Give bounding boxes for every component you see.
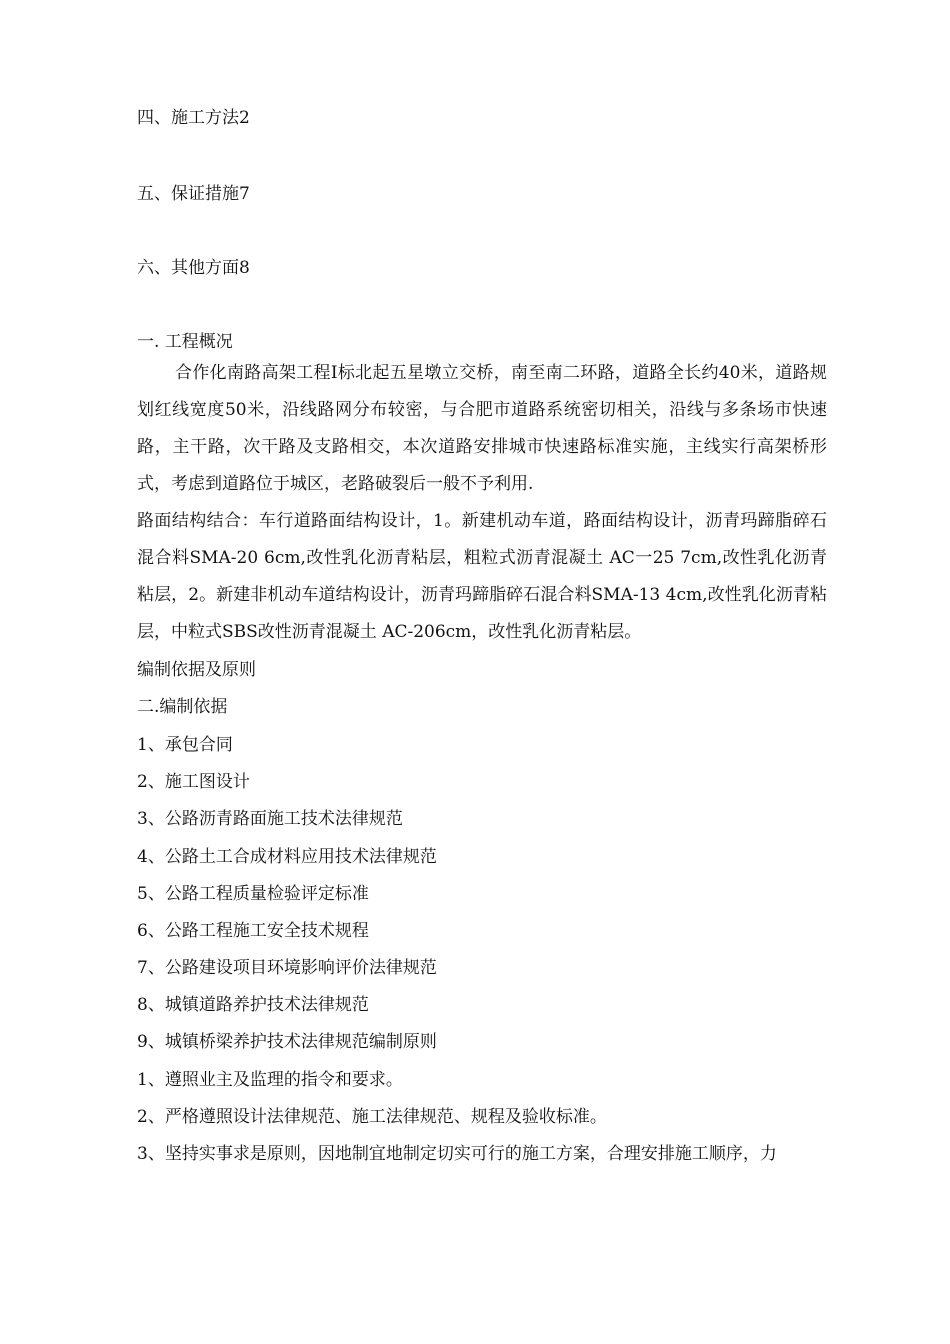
principle-item: 1、遵照业主及监理的指令和要求。 (137, 1070, 403, 1090)
basis-and-principles-title: 编制依据及原则 (137, 660, 256, 680)
pavement-structure-paragraph: 路面结构结合：车行道路面结构设计，1。新建机动车道，路面结构设计，沥青玛蹄脂碎石混合料SMA-20 6cm,改性乳化沥青粘层，粗粒式沥青混凝土 AC一25 7cm,改性乳化沥青粘层，2。新建非机动车道结构设计，沥青玛蹄脂碎石混合料SMA-13 4cm,改性乳化沥青粘层，中粒式SBS改性沥青混凝土 AC-206cm，改性乳化沥青粘层。 (137, 511, 827, 642)
toc-item-construction-method: 四、施工方法2 (137, 108, 250, 128)
basis-item: 7、公路建设项目环境影响评价法律规范 (137, 958, 437, 978)
principle-item: 3、坚持实事求是原则，因地制宜地制定切实可行的施工方案，合理安排施工顺序，力 (137, 1144, 777, 1164)
basis-item: 3、公路沥青路面施工技术法律规范 (137, 809, 403, 829)
section-heading-compilation-basis: 二.编制依据 (137, 697, 228, 717)
basis-item: 2、施工图设计 (137, 772, 250, 792)
basis-item: 9、城镇桥梁养护技术法律规范编制原则 (137, 1032, 437, 1052)
basis-item: 8、城镇道路养护技术法律规范 (137, 995, 369, 1015)
section-heading-project-overview: 一. 工程概况 (137, 332, 233, 352)
toc-item-other-aspects: 六、其他方面8 (137, 258, 250, 278)
project-overview-paragraph: 合作化南路高架工程Ⅰ标北起五星墩立交桥，南至南二环路，道路全长约40米，道路规划红线宽度50米，沿线路网分布较密，与合肥市道路系统密切相关，沿线与多条场市快速路，主干路，次干路及支路相交，本次道路安排城市快速路标准实施，主线实行高架桥形式，考虑到道路位于城区，老路破裂后一般不予利用. (137, 363, 827, 494)
principle-item: 2、严格遵照设计法律规范、施工法律规范、规程及验收标准。 (137, 1107, 607, 1127)
basis-item: 6、公路工程施工安全技术规程 (137, 921, 369, 941)
toc-item-guarantee-measures: 五、保证措施7 (137, 184, 250, 204)
basis-item: 4、公路土工合成材料应用技术法律规范 (137, 847, 437, 867)
basis-item: 1、承包合同 (137, 735, 233, 755)
basis-item: 5、公路工程质量检验评定标准 (137, 884, 369, 904)
